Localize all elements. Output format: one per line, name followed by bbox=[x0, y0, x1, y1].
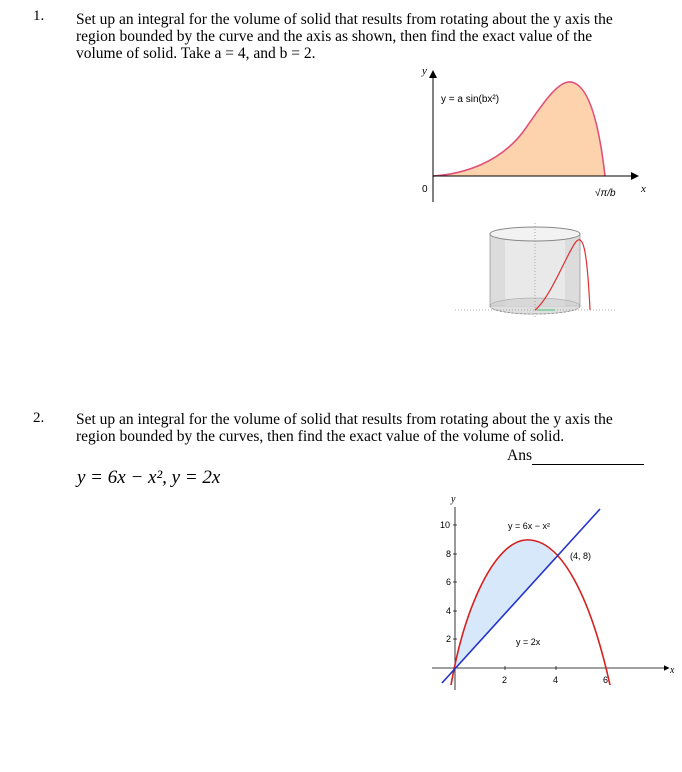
y-tick-label: 6 bbox=[446, 577, 452, 587]
problem-2-line: region bounded by the curves, then find the exact value of the volume of solid. bbox=[76, 428, 565, 445]
problem-1-line: volume of solid. Take a = 4, and b = 2. bbox=[76, 45, 316, 62]
answer-label: Ans bbox=[507, 447, 532, 464]
x-tick-label: 4 bbox=[553, 675, 559, 685]
x-tick-label: 6 bbox=[603, 675, 609, 685]
problem-1-text bbox=[76, 11, 613, 62]
origin-label: 0 bbox=[422, 184, 428, 195]
y-axis-label: y bbox=[422, 65, 427, 77]
line-label: y = 2x bbox=[516, 637, 541, 647]
y-tick-label: 8 bbox=[446, 549, 452, 559]
y-tick-label: 10 bbox=[440, 520, 451, 530]
parabola-label: y = 6x − x² bbox=[508, 521, 551, 531]
answer-line[interactable] bbox=[532, 450, 644, 465]
problem-2-figure bbox=[420, 485, 682, 695]
problem-2-equation: y = 6x − x², y = 2x bbox=[77, 467, 221, 488]
problem-2-line: Set up an integral for the volume of solid that results from rotating about the y axis the bbox=[76, 411, 613, 428]
problem-1-solid-figure bbox=[455, 218, 630, 328]
y-axis-label: y bbox=[451, 494, 456, 505]
problem-1-number: 1. bbox=[33, 8, 45, 24]
answer-field[interactable] bbox=[507, 447, 644, 465]
x-tick-label: 2 bbox=[502, 675, 508, 685]
problem-2-number: 2. bbox=[33, 410, 45, 426]
y-tick-label: 2 bbox=[446, 634, 452, 644]
problem-1-line: Set up an integral for the volume of solid that results from rotating about the y axis the bbox=[76, 11, 613, 28]
y-ticks bbox=[440, 520, 457, 644]
intersection-label: (4, 8) bbox=[570, 551, 592, 561]
end-label: √π/b bbox=[595, 188, 616, 199]
y-tick-label: 4 bbox=[446, 606, 452, 616]
curve-label: y = a sin(bx²) bbox=[441, 94, 500, 105]
line-y-2x bbox=[442, 509, 600, 683]
x-ticks bbox=[502, 666, 608, 685]
problem-1-curve-figure bbox=[405, 62, 665, 212]
x-axis-label: x bbox=[670, 665, 675, 676]
x-axis-label: x bbox=[641, 183, 646, 195]
problem-1-line: region bounded by the curve and the axis as shown, then find the exact value of the bbox=[76, 28, 593, 45]
problem-2-text bbox=[76, 411, 613, 445]
region-fill bbox=[455, 540, 556, 668]
